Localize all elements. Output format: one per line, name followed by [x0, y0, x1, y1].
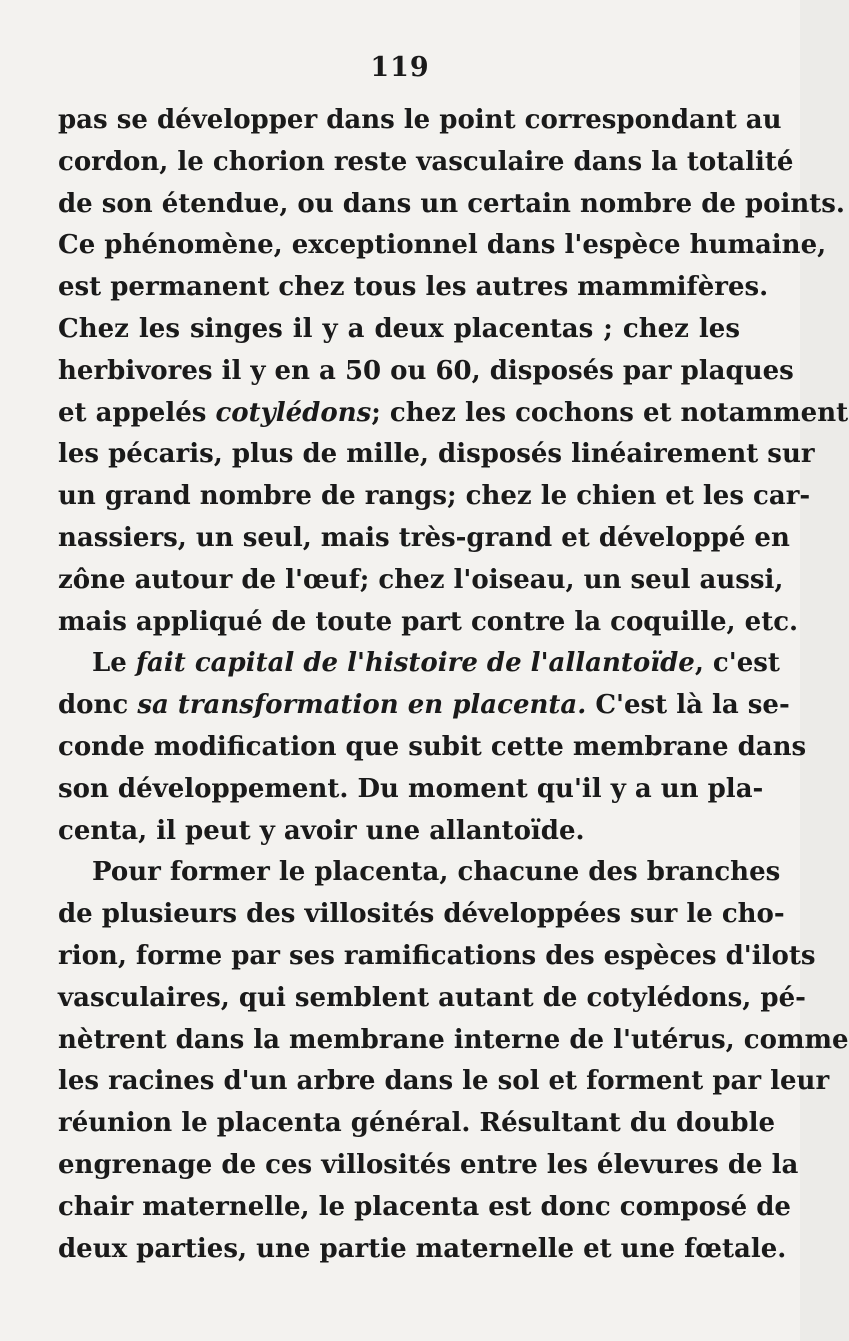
text-run: Le [92, 648, 136, 679]
text-line: un grand nombre de rangs; chez le chien et les car- [58, 481, 811, 512]
text-line: herbivores il y en a 50 ou 60, disposés par plaques [58, 355, 794, 386]
text-line: les racines d'un arbre dans le sol et forment par leur [58, 1066, 830, 1097]
text-line: nètrent dans la membrane interne de l'utérus, comme [58, 1024, 849, 1055]
text-line: deux parties, une partie maternelle et une fœtale. [58, 1233, 787, 1264]
text-line: les pécaris, plus de mille, disposés linéairement sur [58, 439, 815, 470]
text-line: Chez les singes il y a deux placentas ; chez les [58, 313, 740, 344]
text-run: ; chez les cochons et notamment [371, 397, 849, 428]
text-line: cordon, le chorion reste vasculaire dans la totalité [58, 146, 794, 177]
text-line: de son étendue, ou dans un certain nombre de points. [58, 188, 845, 219]
italic-run: cotylédons [215, 397, 372, 428]
text-line: conde modification que subit cette membrane dans [58, 731, 807, 762]
text-line: Ce phénomène, exceptionnel dans l'espèce humaine, [58, 230, 827, 261]
text-run: donc [58, 690, 138, 721]
italic-run: sa transformation en placenta. [137, 690, 587, 721]
text-line [58, 643, 780, 685]
text-line [58, 393, 849, 435]
text-line: zône autour de l'œuf; chez l'oiseau, un seul aussi, [58, 564, 784, 595]
text-line: de plusieurs des villosités développées sur le cho- [58, 899, 785, 930]
text-line: centa, il peut y avoir une allantoïde. [58, 815, 585, 846]
text-line: est permanent chez tous les autres mammifères. [58, 272, 769, 303]
body-text [58, 100, 849, 1270]
text-line: pas se développer dans le point correspondant au [58, 105, 782, 135]
page-number: 119 [370, 52, 430, 83]
italic-run: fait capital de l'histoire de l'allantoïde [135, 648, 695, 679]
text-run: C'est là la se- [586, 690, 790, 721]
text-line: son développement. Du moment qu'il y a un pla- [58, 773, 764, 804]
text-line [58, 685, 790, 727]
text-run: , c'est [694, 648, 780, 679]
text-line: nassiers, un seul, mais très-grand et développé en [58, 522, 790, 553]
text-line: vasculaires, qui semblent autant de cotylédons, pé- [58, 982, 806, 1013]
text-line: Pour former le placenta, chacune des branches [92, 857, 781, 888]
text-line: réunion le placenta général. Résultant du double [58, 1108, 776, 1139]
text-line: mais appliqué de toute part contre la coquille, etc. [58, 606, 799, 637]
text-line: rion, forme par ses ramifications des espèces d'ilots [58, 940, 816, 971]
text-run: et appelés [58, 397, 216, 428]
text-line: chair maternelle, le placenta est donc composé de [58, 1191, 791, 1222]
text-line: engrenage de ces villosités entre les élevures de la [58, 1149, 799, 1180]
